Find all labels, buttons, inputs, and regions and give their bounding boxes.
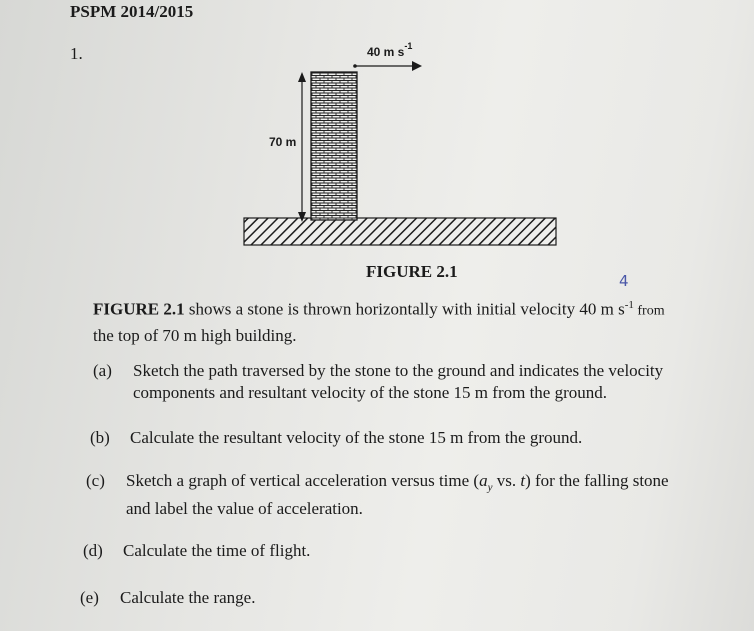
part-c-var-sub: y — [487, 481, 493, 494]
part-d-line1: Calculate the time of flight. — [123, 541, 311, 560]
intro-line1-exponent: -1 — [624, 299, 634, 311]
part-a — [93, 360, 663, 404]
part-e-line1: Calculate the range. — [120, 588, 256, 607]
part-b — [90, 427, 582, 449]
part-c-line1c: ) for the falling stone — [525, 471, 669, 490]
part-b-line1: Calculate the resultant velocity of the stone 15 m from the ground. — [130, 428, 583, 447]
velocity-label: 40 m $s^{-1}$ — [367, 41, 413, 59]
part-c-var-t: t — [520, 471, 526, 490]
intro-line1: shows a stone is thrown horizontally with initial velocity 40 m s — [184, 299, 625, 319]
part-c-line1a: Sketch a graph of vertical acceleration versus time ( — [126, 471, 480, 490]
figure-reference: FIGURE 2.1 — [93, 299, 185, 319]
question-number: 1. — [70, 44, 83, 63]
part-c-line2: and label the value of acceleration. — [126, 499, 363, 519]
part-d — [83, 540, 310, 562]
figure-caption: FIGURE 2.1 — [366, 262, 458, 281]
velocity-label-exponent: -1 — [404, 41, 413, 51]
part-c — [86, 470, 669, 520]
part-e — [80, 587, 255, 609]
intro-line1-end: from — [633, 303, 665, 319]
question-intro — [93, 293, 665, 348]
intro-line2: the top of 70 m high building. — [93, 325, 297, 345]
building — [311, 72, 357, 220]
part-d-label: (d) — [83, 541, 103, 560]
part-c-label: (c) — [86, 471, 105, 490]
figure-building-diagram — [0, 0, 754, 262]
part-e-label: (e) — [80, 588, 99, 607]
exam-header: PSPM 2014/2015 — [70, 2, 194, 21]
handwritten-note: 4 — [619, 272, 629, 290]
part-c-line1b: vs. — [492, 471, 521, 490]
ground — [244, 218, 556, 245]
height-dimension-arrow — [298, 72, 306, 222]
part-a-line2: components and resultant velocity of the stone 15 m from the ground. — [133, 383, 608, 402]
velocity-arrow — [353, 61, 422, 71]
part-c-var-a: a — [479, 471, 488, 490]
part-a-line1: Sketch the path traversed by the stone to the ground and indicates the velocity — [133, 361, 664, 380]
part-a-label: (a) — [93, 361, 112, 380]
height-label: 70 m — [269, 135, 297, 149]
part-b-label: (b) — [90, 428, 110, 447]
